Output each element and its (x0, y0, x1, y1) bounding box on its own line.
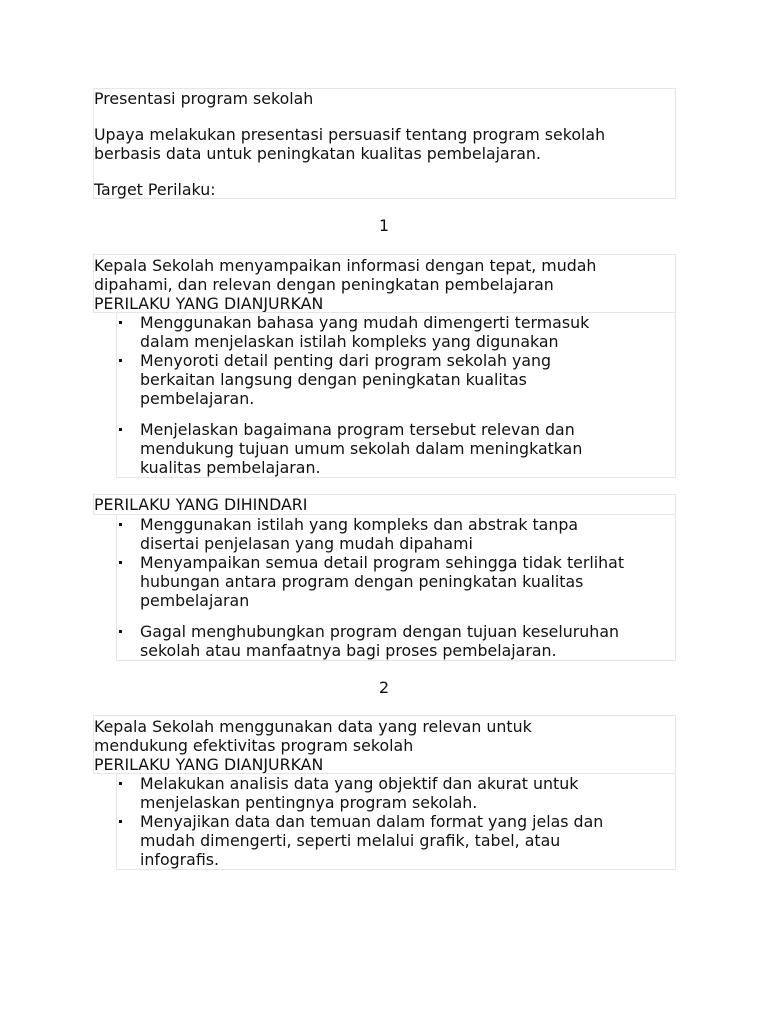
avoided-header: PERILAKU YANG DIHINDARI (94, 495, 308, 514)
avoided-header-box (93, 494, 676, 515)
list-item-line: Menyampaikan semua detail program sehingga tidak terlihat (140, 553, 625, 572)
avoided-list-box (116, 514, 676, 661)
section-number: 2 (378, 678, 390, 697)
recommended-list-box (116, 773, 676, 870)
recommended-header: PERILAKU YANG DIANJURKAN (94, 755, 324, 774)
list-item (117, 313, 589, 351)
list-item-line: pembelajaran. (140, 389, 255, 408)
list-item-line: Menyajikan data dan temuan dalam format yang jelas dan (140, 812, 604, 831)
list-item (117, 812, 603, 869)
recommended-list (117, 313, 589, 477)
intro-desc-line1: Upaya melakukan presentasi persuasif tentang program sekolah (94, 125, 606, 144)
recommended-header: PERILAKU YANG DIANJURKAN (94, 294, 324, 313)
list-item-line: infografis. (140, 850, 220, 869)
list-item-line: pembelajaran (140, 591, 250, 610)
section-number: 1 (378, 216, 390, 235)
goal-box (93, 715, 676, 774)
recommended-list-box (116, 312, 676, 478)
list-item-line: sekolah atau manfaatnya bagi proses pembelajaran. (140, 641, 557, 660)
list-item (117, 420, 589, 477)
list-item-line: mudah dimengerti, seperti melalui grafik, tabel, atau (140, 831, 561, 850)
recommended-list (117, 774, 603, 869)
intro-title: Presentasi program sekolah (94, 89, 314, 108)
list-item-line: Menjelaskan bagaimana program tersebut relevan dan (140, 420, 575, 439)
intro-box (93, 88, 676, 199)
list-item-line: menjelaskan pentingnya program sekolah. (140, 793, 478, 812)
goal-line: Kepala Sekolah menggunakan data yang relevan untuk (94, 717, 532, 736)
target-label: Target Perilaku: (94, 180, 216, 199)
list-item-line: dalam menjelaskan istilah kompleks yang digunakan (140, 332, 559, 351)
list-item (117, 515, 624, 553)
list-item-line: disertai penjelasan yang mudah dipahami (140, 534, 473, 553)
list-item-line: Menggunakan bahasa yang mudah dimengerti termasuk (140, 313, 590, 332)
list-item-line: Menyoroti detail penting dari program sekolah yang (140, 351, 552, 370)
list-item-line: mendukung tujuan umum sekolah dalam meningkatkan (140, 439, 583, 458)
list-item-line: kualitas pembelajaran. (140, 458, 321, 477)
goal-line: mendukung efektivitas program sekolah (94, 736, 414, 755)
goal-line: dipahami, dan relevan dengan peningkatan pembelajaran (94, 275, 554, 294)
avoided-list (117, 515, 624, 660)
list-item-line: hubungan antara program dengan peningkatan kualitas (140, 572, 584, 591)
list-item (117, 622, 624, 660)
list-item-line: Menggunakan istilah yang kompleks dan abstrak tanpa (140, 515, 579, 534)
list-item-line: berkaitan langsung dengan peningkatan kualitas (140, 370, 527, 389)
list-item (117, 351, 589, 408)
goal-box (93, 254, 676, 313)
intro-desc-line2: berbasis data untuk peningkatan kualitas pembelajaran. (94, 144, 541, 163)
goal-line: Kepala Sekolah menyampaikan informasi dengan tepat, mudah (94, 256, 597, 275)
list-item (117, 553, 624, 610)
list-item (117, 774, 603, 812)
list-item-line: Gagal menghubungkan program dengan tujuan keseluruhan (140, 622, 620, 641)
list-item-line: Melakukan analisis data yang objektif dan akurat untuk (140, 774, 579, 793)
